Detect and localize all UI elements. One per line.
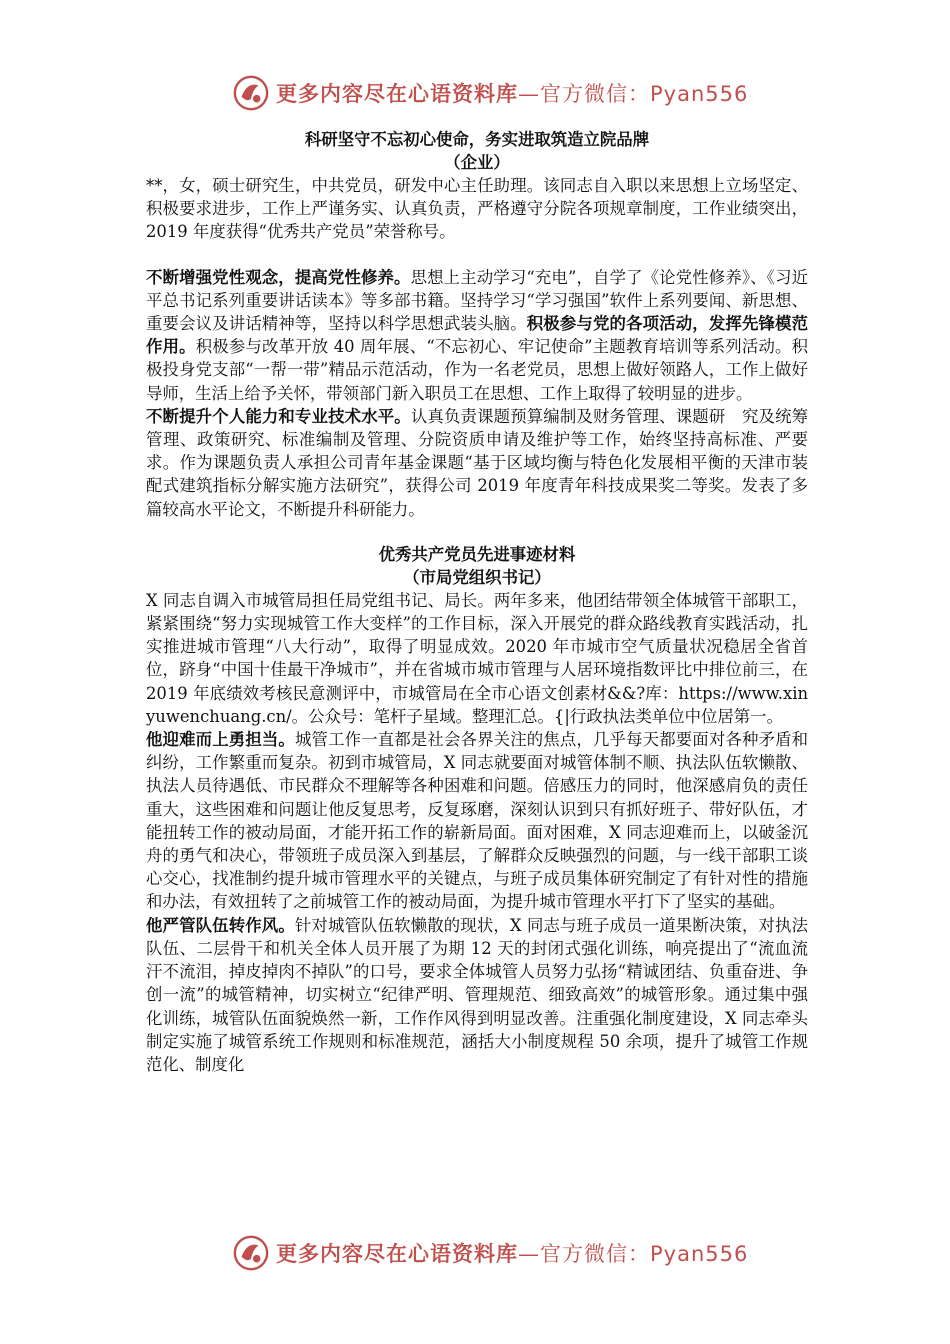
header-banner bbox=[0, 70, 950, 116]
section1-p2-text: 认真负责课题预算编制及财务管理、课题研 究及统筹管理、政策研究、标准编制及管理、分院资质申请及维护等工作，始终坚持高标准、严要求。作为课题负责人承担公司青年基金课题“基于区域均衡与特色化发展相平衡的天津市装配式建筑指标分解实施方法研究”，获得公司 2019 年度青年科技成果奖二等奖。发表了多篇较高水平论文，不断提升科研能力。 bbox=[146, 406, 809, 519]
section1-p2-heading: 不断提升个人能力和专业技术水平。 bbox=[146, 406, 411, 426]
brand-logo-icon bbox=[232, 74, 270, 112]
section2-p2-heading: 他严管队伍转作风。 bbox=[146, 915, 295, 935]
banner-wechat: 官方微信：Pyan556 bbox=[540, 82, 749, 106]
document-body bbox=[146, 128, 808, 1076]
section1-p1-text-2: 积极参与改革开放 40 周年展、“不忘初心、牢记使命”主题教育培训等系列活动。积极投身党支部“一帮一带”精品示范活动，作为一名老党员，思想上做好领路人，工作上做好导师，生活上给予关怀，带领部门新入职员工在思想、工作上取得了较明显的进步。 bbox=[146, 337, 808, 403]
section2-paragraph-2 bbox=[146, 914, 808, 1076]
section2-paragraph-1 bbox=[146, 728, 808, 914]
section1-p1-heading: 不断增强党性观念，提高党性修养。 bbox=[146, 267, 411, 287]
section2-title: 优秀共产党员先进事迹材料 bbox=[378, 544, 576, 564]
section1-title: 科研坚守不忘初心使命，务实进取筑造立院品牌 bbox=[304, 130, 650, 149]
section1-p1-heading-2: 积极参与党的各项活动，发挥先锋模范作用。 bbox=[146, 314, 809, 357]
section1-paragraph-2 bbox=[146, 405, 808, 521]
banner-main-text: 更多内容尽在心语资料库 bbox=[276, 82, 518, 106]
section1-p1-text: 思想上主动学习“充电”，自学了《论党性修养》、《习近平总书记系列重要讲话读本》等多部书籍。坚持学习“学习强国”软件上系列要闻、新思想、重要会议及讲话精神等，坚持以科学思想武装头脑。 bbox=[146, 267, 809, 334]
section2-subtitle: （市局党组织书记） bbox=[403, 567, 551, 587]
section1-intro: **，女，硕士研究生，中共党员，研发中心主任助理。该同志自入职以来思想上立场坚定、积极要求进步，工作上严谨务实、认真负责，严格遵守分院各项规章制度，工作业绩突出，2019 年度获得“优秀共产党员”荣誉称号。 bbox=[146, 176, 808, 242]
brand-logo-icon bbox=[232, 1234, 270, 1272]
section2-p1-heading: 他迎难而上勇担当。 bbox=[146, 730, 295, 750]
banner-text bbox=[276, 78, 748, 108]
footer-banner-text bbox=[276, 1238, 748, 1268]
section2-p1-text: 城管工作一直都是社会各界关注的焦点，几乎每天都要面对各种矛盾和纠纷，工作繁重而复杂。初到市城管局，X 同志就要面对城管体制不顺、执法队伍软懒散、执法人员待遇低、市民群众不理解等各种困难和问题。倍感压力的同时，他深感肩负的责任重大，这些困难和问题让他反复思考，反复琢磨，深刻认识到只有抓好班子、带好队伍，才能扭转工作的被动局面，才能开拓工作的崭新局面。面对困难，X 同志迎难而上，以破釜沉舟的勇气和决心，带领班子成员深入到基层，了解群众反映强烈的问题，与一线干部职工谈心交心，找准制约提升城市管理水平的关键点，与班子成员集体研究制定了有针对性的措施和办法，有效扭转了之前城管工作的被动局面，为提升城市管理水平打下了坚实的基础。 bbox=[146, 730, 809, 912]
section1-paragraph-1 bbox=[146, 266, 808, 405]
banner-dash: — bbox=[518, 82, 540, 106]
footer-banner-dash: — bbox=[518, 1242, 540, 1266]
footer-banner-wechat: 官方微信：Pyan556 bbox=[540, 1242, 749, 1266]
section2-p2-text: 针对城管队伍软懒散的现状，X 同志与班子成员一道果断决策，对执法队伍、二层骨干和机关全体人员开展了为期 12 天的封闭式强化训练，响亮提出了“流血流汗不流泪，掉皮掉肉不掉队”的口号，要求全体城管人员努力弘扬“精诚团结、负重奋进、争创一流”的城管精神，切实树立“纪律严明、管理规范、细致高效”的城管形象。通过集中强化训练，城管队伍面貌焕然一新，工作作风得到明显改善。注重强化制度建设，X 同志牵头制定实施了城管系统工作规则和标准规范，涵括大小制度规程 50 余项，提升了城管工作规范化、制度化 bbox=[146, 915, 808, 1074]
section1-subtitle: （企业） bbox=[444, 153, 510, 172]
section2-intro: X 同志自调入市城管局担任局党组书记、局长。两年多来，他团结带领全体城管干部职工，紧紧围绕“努力实现城管工作大变样”的工作目标，深入开展党的群众路线教育实践活动，扎实推进城市管理“八大行动”，取得了明显成效。2020 年市城市空气质量状况稳居全省首位，跻身“中国十佳最干净城市”，并在省城市城市管理与人居环境指数评比中排位前三，在 2019 年底绩效考核民意测评中，市城管局在全市心语文创素材&&?库：https://www.xinyuwenchuang.cn/。公众号：笔杆子星域。整理汇总。{|行政执法类单位中位居第一。 bbox=[146, 590, 808, 726]
footer-banner bbox=[0, 1230, 950, 1276]
footer-banner-main-text: 更多内容尽在心语资料库 bbox=[276, 1242, 518, 1266]
